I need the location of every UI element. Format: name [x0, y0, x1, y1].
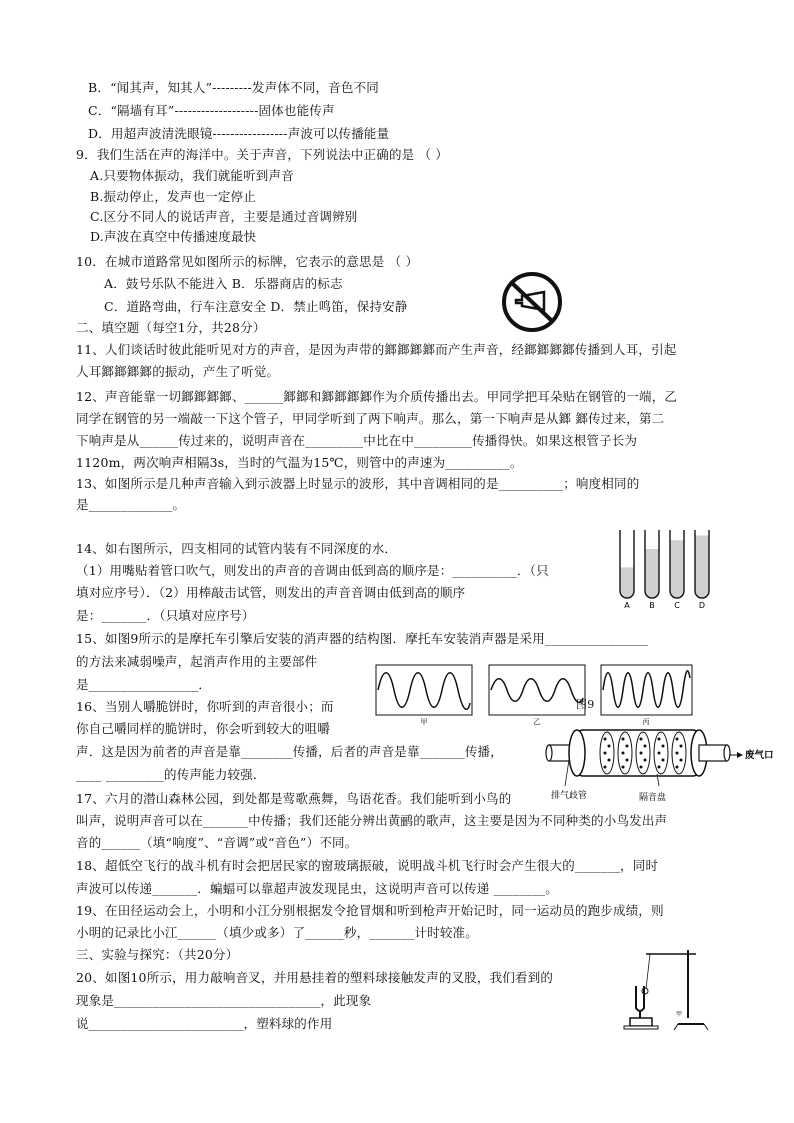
tube-label-c: C: [674, 601, 680, 610]
muffler-hole: [604, 752, 607, 755]
options-ab-q10: A．鼓号乐队不能进入 B．乐器商店的标志: [104, 276, 343, 291]
tube-label-a: A: [624, 601, 630, 610]
option-b-q9: B.振动停止，发声也一定停止: [90, 189, 256, 204]
question-16: 16、当别人嚼脆饼时，你听到的声音很小；而: [76, 699, 334, 714]
question-12-cont1: 同学在钢管的另一端敲一下这个管子，甲同学听到了两下响声。那么，第一下响声是从鎯 鎯传过来，第二: [76, 411, 665, 426]
tube-label-d: D: [698, 601, 706, 610]
question-11-cont: 人耳鎯鎯鎯鎯的振动，产生了听觉。: [76, 364, 280, 379]
question-18-cont: 声波可以传递_______．蝙蝠可以靠超声波发现昆虫，这说明声音可以传递 ________。: [76, 881, 558, 896]
question-12-cont2: 下响声是从______传过来的，说明声音在_________中比在中_________传播得快。如果这根管子长为: [76, 433, 638, 448]
muffler-hole: [680, 759, 683, 762]
question-14: 14、如右图所示，四支相同的试管内装有不同深度的水．: [76, 541, 398, 556]
question-14-part1: （1）用嘴贴着管口吹气，则发出的声音的音调由低到高的顺序是：__________．（只: [76, 563, 549, 578]
question-19-cont: 小明的记录比小江______（填少或多）了______秒，_______计时较准。: [76, 925, 478, 940]
waveform-jia: [378, 673, 470, 710]
tuning-fork-figure: [616, 944, 716, 1034]
muffler-hole: [622, 738, 625, 741]
option-c-q9: C.区分不同人的说话声音，主要是通过音调辨别: [90, 209, 358, 224]
muffler-hole: [640, 766, 643, 769]
question-15-cont2: 是_________________．: [76, 677, 212, 692]
test-tubes-figure: [614, 524, 714, 612]
muffler-hole: [604, 766, 607, 769]
question-20: 20、如图10所示，用力敲响音叉，并用悬挂着的塑料球接触发声的叉股，我们看到的: [76, 970, 554, 985]
option-c-q8: C．“隔墙有耳”-------------------固体也能传声: [88, 103, 335, 118]
muffler-hole: [640, 738, 643, 741]
section-fill-blank-heading: 二、填空题（每空1分，共28分）: [76, 320, 266, 335]
question-14-part2: 填对应序号）．（2）用棒敲击试管，则发出的声音音调由低到高的顺序: [76, 585, 466, 600]
muffler-hole: [604, 738, 607, 741]
wave-label-yi: 乙: [533, 718, 541, 725]
fig10-label: 甲: [676, 1011, 683, 1018]
option-a-q9: A.只要物体振动，我们就能听到声音: [90, 168, 294, 183]
exhaust-manifold-label: 排气歧管: [551, 791, 588, 801]
muffler-hole: [662, 759, 665, 762]
waveform-yi: [491, 679, 583, 703]
muffler-hole: [608, 759, 611, 762]
muffler-hole: [608, 745, 611, 748]
muffler-hole: [640, 752, 643, 755]
question-11: 11、人们谈话时彼此能听见对方的声音，是因为声带的鎯鎯鎯鎯而产生声音，经鎯鎯鎯鎯传播到人耳，引起: [76, 342, 677, 357]
muffler-hole: [658, 752, 661, 755]
question-16-cont1: 你自己嚼同样的脆饼时，你会听到较大的咀嚼: [76, 721, 331, 736]
question-12: 12、声音能靠一切鎯鎯鎯鎯、______鎯鎯和鎯鎯鎯鎯作为介质传播出去。甲同学把耳朵贴在钢管的一端，乙: [76, 389, 678, 404]
sound-disc-label: 隔音盘: [639, 793, 667, 803]
question-16-cont2: 声．这是因为前者的声音是靠________传播，后者的声音是靠_______传播，: [76, 744, 503, 759]
wave-label-jia: 甲: [420, 718, 428, 725]
tube-water-c: [670, 540, 684, 598]
waveform-bing: [603, 671, 690, 707]
muffler-hole: [676, 752, 679, 755]
muffler-hole: [680, 745, 683, 748]
section-experiment-heading: 三、实验与探究：（共20分）: [76, 947, 239, 962]
fig9-caption: 图9: [576, 698, 595, 711]
question-19: 19、在田径运动会上，小明和小江分别根据发令抢冒烟和听到枪声开始记时，同一运动员的跑步成绩，则: [76, 903, 664, 918]
option-d-q8: D．用超声波清洗眼镜-----------------声波可以传播能量: [88, 126, 390, 141]
question-13: 13、如图所示是几种声音输入到示波器上时显示的波形，其中音调相同的是__________；响度相同的: [76, 476, 640, 491]
muffler-hole: [658, 738, 661, 741]
question-15: 15、如图9所示的是摩托车引擎后安装的消声器的结构图．摩托车安装消声器是采用________________: [76, 631, 649, 646]
tube-water-d: [695, 535, 709, 598]
question-14-cont: 是：_______．（只填对应序号）: [76, 608, 255, 623]
question-9: 9．我们生活在声的海洋中。关于声音，下列说法中正确的是 （ ）: [76, 147, 449, 162]
muffler-hole: [622, 752, 625, 755]
question-17: 17、六月的潜山森林公园，到处都是莺歌燕舞，鸟语花香。我们能听到小鸟的: [76, 791, 512, 806]
question-17-cont1: 叫声，说明声音可以在_______中传播；我们还能分辨出黄鹂的歌声，这主要是因为不同种类的小鸟发出声: [76, 813, 668, 828]
option-d-q9: D.声波在真空中传播速度最快: [90, 229, 257, 244]
no-honking-sign-icon: [500, 270, 564, 334]
question-17-cont2: 音的______（填“响度”、“音调”或“音色”）不同。: [76, 835, 358, 850]
muffler-hole: [676, 738, 679, 741]
wave-label-bing: 丙: [642, 718, 650, 725]
muffler-hole: [658, 766, 661, 769]
options-cd-q10: C．道路弯曲，行车注意安全 D．禁止鸣笛，保持安静: [104, 299, 408, 314]
question-15-cont1: 的方法来减弱噪声，起消声作用的主要部件: [76, 654, 318, 669]
question-18: 18、超低空飞行的战斗机有时会把居民家的窗玻璃振破，说明战斗机飞行时会产生很大的_______，同时: [76, 858, 659, 873]
muffler-hole: [676, 766, 679, 769]
muffler-hole: [644, 759, 647, 762]
question-12-cont3: 1120m，两次响声相隔3s，当时的气温为15℃，则管中的声速为__________。: [76, 455, 523, 470]
muffler-hole: [622, 766, 625, 769]
option-b-q8: B．“闻其声，知其人”---------发声体不同，音色不同: [88, 80, 379, 95]
question-10: 10．在城市道路常见如图所示的标牌，它表示的意思是 （ ）: [76, 254, 419, 269]
question-20-cont2: 说________________________，塑料球的作用: [76, 1016, 333, 1031]
tube-label-b: B: [649, 601, 655, 610]
question-16-cont3: ____ _________的传声能力较强．: [76, 767, 266, 782]
question-20-cont1: 现象是________________________________，此现象: [76, 993, 372, 1008]
tube-water-b: [645, 549, 659, 598]
question-13-cont: 是_____________。: [76, 497, 186, 512]
muffler-hole: [626, 759, 629, 762]
muffler-hole: [662, 745, 665, 748]
muffler-hole: [644, 745, 647, 748]
tube-water-a: [620, 567, 634, 598]
muffler-hole: [626, 745, 629, 748]
oscilloscope-waveforms: [374, 663, 694, 725]
muffler-diagram: [545, 722, 775, 804]
exhaust-outlet-label: 废气口: [745, 750, 774, 761]
